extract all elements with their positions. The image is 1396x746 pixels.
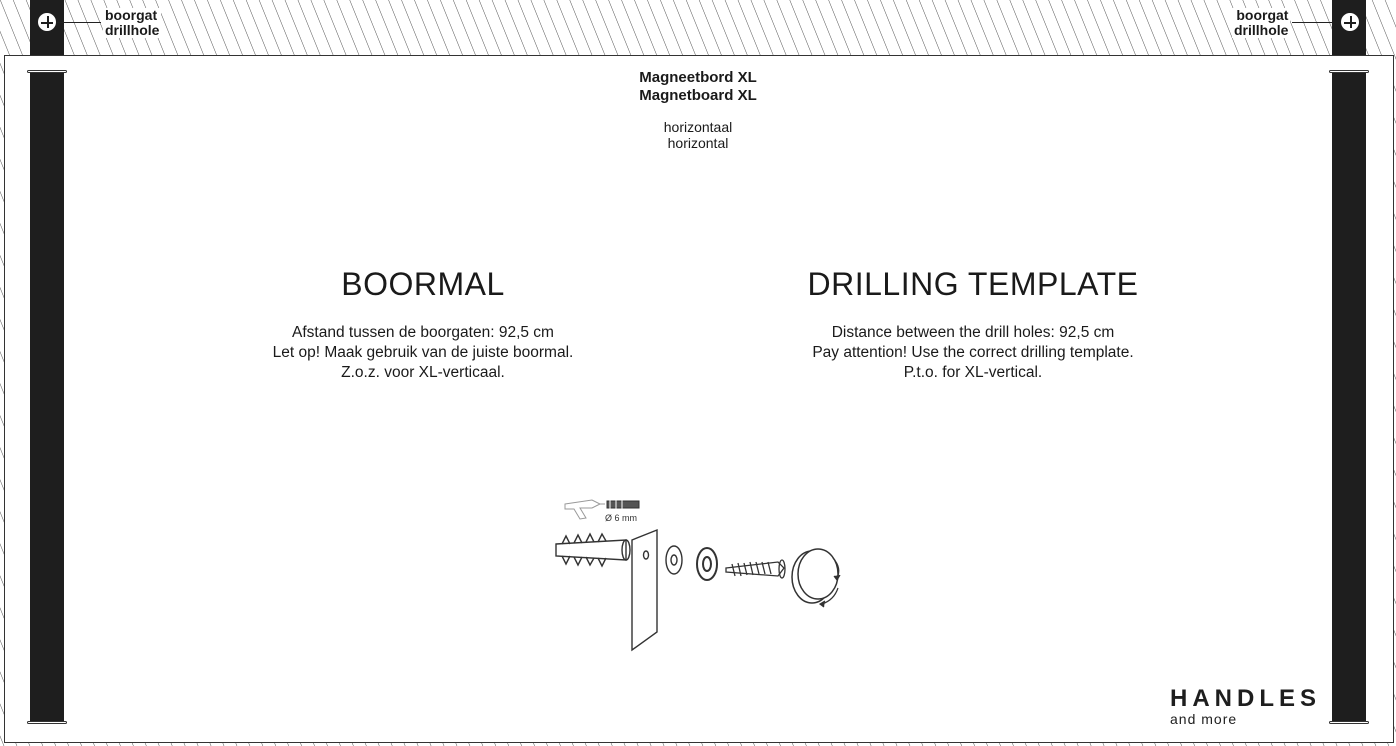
logo-main: HANDLES [1170,685,1322,712]
panel-icon [632,530,657,650]
instructions-dutch [143,323,703,383]
drillhole-label-left-en: drillhole [105,22,160,38]
instruction-nl-1: Afstand tussen de boorgaten: 92,5 cm [292,324,554,341]
cap-icon [792,549,838,603]
instructions-english [693,323,1253,383]
instruction-en-1: Distance between the drill holes: 92,5 cm [831,324,1115,341]
drillhole-label-left-nl: boorgat [105,7,158,23]
small-plug-icon [607,500,639,509]
washer-2-icon [697,548,717,580]
drillhole-label-right-nl: boorgat [1236,7,1289,23]
drillhole-left-icon [38,13,56,31]
orientation-nl: horizontaal [663,119,733,135]
drillhole-label-right-en: drillhole [1234,22,1289,38]
instruction-nl-2: Let op! Maak gebruik van de juiste boormal. [272,344,574,361]
assembly-diagram [550,492,850,657]
drillhole-label-right [1232,8,1290,38]
left-strip-cap-top [27,70,67,73]
plug-icon [556,534,630,566]
product-title-en: Magnetboard XL [639,87,757,104]
left-strip [30,72,64,723]
drill-icon [565,500,605,519]
left-strip-cap-bottom [27,721,67,724]
heading-english: DRILLING TEMPLATE [807,266,1139,302]
product-title-block [548,69,848,151]
brand-logo [1170,686,1320,726]
drill-size-label: Ø 6 mm [605,513,638,523]
washer-icon [666,546,682,574]
instruction-nl-3: Z.o.z. voor XL-verticaal. [341,364,505,381]
leader-line-right [1292,22,1332,23]
right-strip-cap-bottom [1329,721,1369,724]
screw-icon [726,560,785,578]
leader-line-left [57,22,101,23]
instruction-en-2: Pay attention! Use the correct drilling template. [812,344,1134,361]
drillhole-right-icon [1341,13,1359,31]
product-title-nl: Magneetbord XL [639,69,757,86]
drillhole-label-left [103,8,161,38]
logo-sub: and more [1170,711,1238,727]
orientation-en: horizontal [667,135,729,151]
right-strip-cap-top [1329,70,1369,73]
instruction-en-3: P.t.o. for XL-vertical. [903,364,1043,381]
heading-dutch: BOORMAL [341,266,505,302]
right-strip [1332,72,1366,723]
